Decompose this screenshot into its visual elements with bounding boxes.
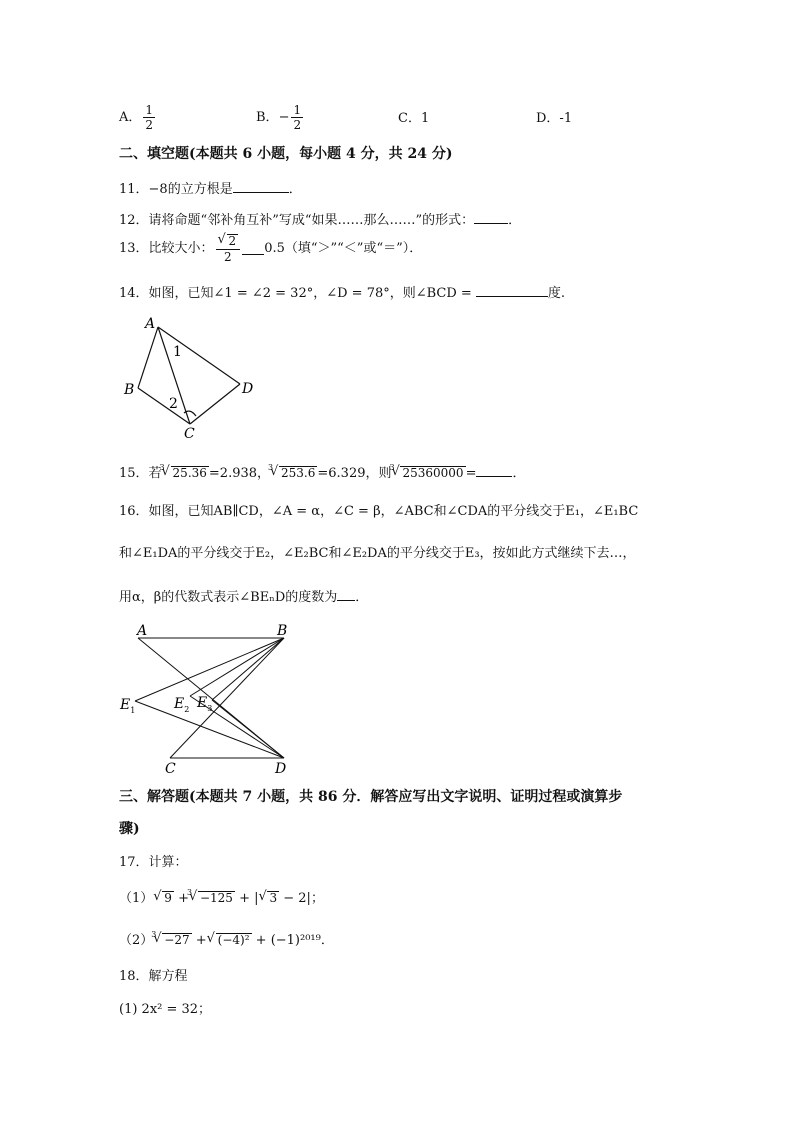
answer-blank <box>476 464 512 477</box>
label-e2: $E_2$ <box>174 696 190 714</box>
cube-root: √ 3 253.6 <box>279 466 317 480</box>
label-angle-1: 1 <box>173 344 182 360</box>
answer-blank <box>474 211 508 224</box>
question-16-line-1: 16．如图，已知AB∥CD，∠A = α，∠C = β，∠ABC和∠CDA的平分线交于E₁，∠E₁BC <box>119 504 639 519</box>
segment-bc <box>170 638 284 758</box>
answer-blank <box>242 242 264 255</box>
segment-bc <box>138 388 190 424</box>
option-c: C．1 <box>398 111 430 126</box>
label-c: C <box>184 426 195 442</box>
answer-blank <box>476 284 548 297</box>
fraction: $\frac{1}{2}$ <box>145 103 154 132</box>
label-b: B <box>124 382 135 398</box>
question-15: 15．若 √ 3 25.36 =2.938， √ 3 253.6 =6.329，则 √ 3 25360000 = ． <box>119 464 525 480</box>
option-b: B．− $\frac{1}{2}$ <box>256 103 302 132</box>
label-b: B <box>277 623 288 639</box>
question-12: 12．请将命题“邻补角互补”写成“如果……那么……”的形式： ． <box>119 213 522 228</box>
figure-parallel-bisectors <box>110 618 300 778</box>
section-heading-solutions: 三、解答题(本题共 7 小题，共 86 分．解答应写出文字说明、证明过程或演算步 <box>119 789 623 805</box>
label-c: C <box>165 761 176 777</box>
square-root: √ 3 <box>267 891 279 905</box>
cube-root: √ 3 25.36 <box>171 466 209 480</box>
question-17-part-2: （2） √ 3 −27 +√ (−4)² + (−1)²⁰¹⁹． <box>119 933 334 947</box>
question-18-part-1: (1) 2x² = 32； <box>119 1002 212 1017</box>
square-root: √ (−4)² <box>216 933 252 947</box>
label-d: D <box>242 381 254 397</box>
question-14: 14．如图，已知∠1 = ∠2 = 32°，∠D = 78°，则∠BCD = 度. <box>119 286 565 301</box>
segment-be1 <box>135 638 284 701</box>
cube-root: √ 3 25360000 <box>400 466 465 480</box>
figure-quadrilateral-abcd <box>118 312 268 446</box>
cube-root: √ 3 −27 <box>162 933 191 947</box>
segment-ab <box>138 327 158 388</box>
section-heading-solutions-cont: 骤) <box>119 821 140 837</box>
label-d: D <box>275 761 287 777</box>
label-e3: $E_3$ <box>197 695 213 713</box>
question-16-line-3: 用α，β的代数式表示∠BEₙD的度数为 ． <box>119 590 369 605</box>
question-11: 11．−8的立方根是 ． <box>119 182 302 197</box>
segment-ad <box>158 327 240 384</box>
question-18-title: 18．解方程 <box>119 969 188 984</box>
section-heading-fill-blank: 二、填空题(本题共 6 小题，每小题 4 分，共 24 分) <box>119 146 453 162</box>
question-13: 13．比较大小： √ $\frac{2}{2}$ 0.5（填“＞”“＜”或“＝”）． <box>119 234 422 263</box>
question-16-line-2: 和∠E₁DA的平分线交于E₂，∠E₂BC和∠E₂DA的平分线交于E₃，按如此方式继续下去…， <box>119 546 636 561</box>
answer-blank <box>233 180 289 193</box>
cube-root: √ 3 −125 <box>198 891 235 905</box>
label-a: A <box>145 316 156 332</box>
label-a: A <box>137 623 148 639</box>
answer-blank <box>337 588 355 601</box>
fraction: $\frac{1}{2}$ <box>293 103 302 132</box>
label-angle-2: 2 <box>169 396 178 412</box>
option-d: D．-1 <box>536 111 573 126</box>
segment-be3 <box>212 638 284 700</box>
question-17-part-1: （1）√ 9 + √ 3 −125 + |√ 3 − 2|； <box>119 891 324 905</box>
question-17-title: 17．计算： <box>119 855 188 870</box>
fraction-sqrt2-over-2: √ $\frac{2}{2}$ <box>216 234 241 263</box>
segment-e3d <box>212 700 284 758</box>
angle-2-arc <box>184 411 196 416</box>
square-root: √ 9 <box>162 891 174 905</box>
segment-cd <box>190 384 240 424</box>
option-a: A． $\frac{1}{2}$ <box>119 103 154 132</box>
label-e1: $E_1$ <box>120 697 136 715</box>
